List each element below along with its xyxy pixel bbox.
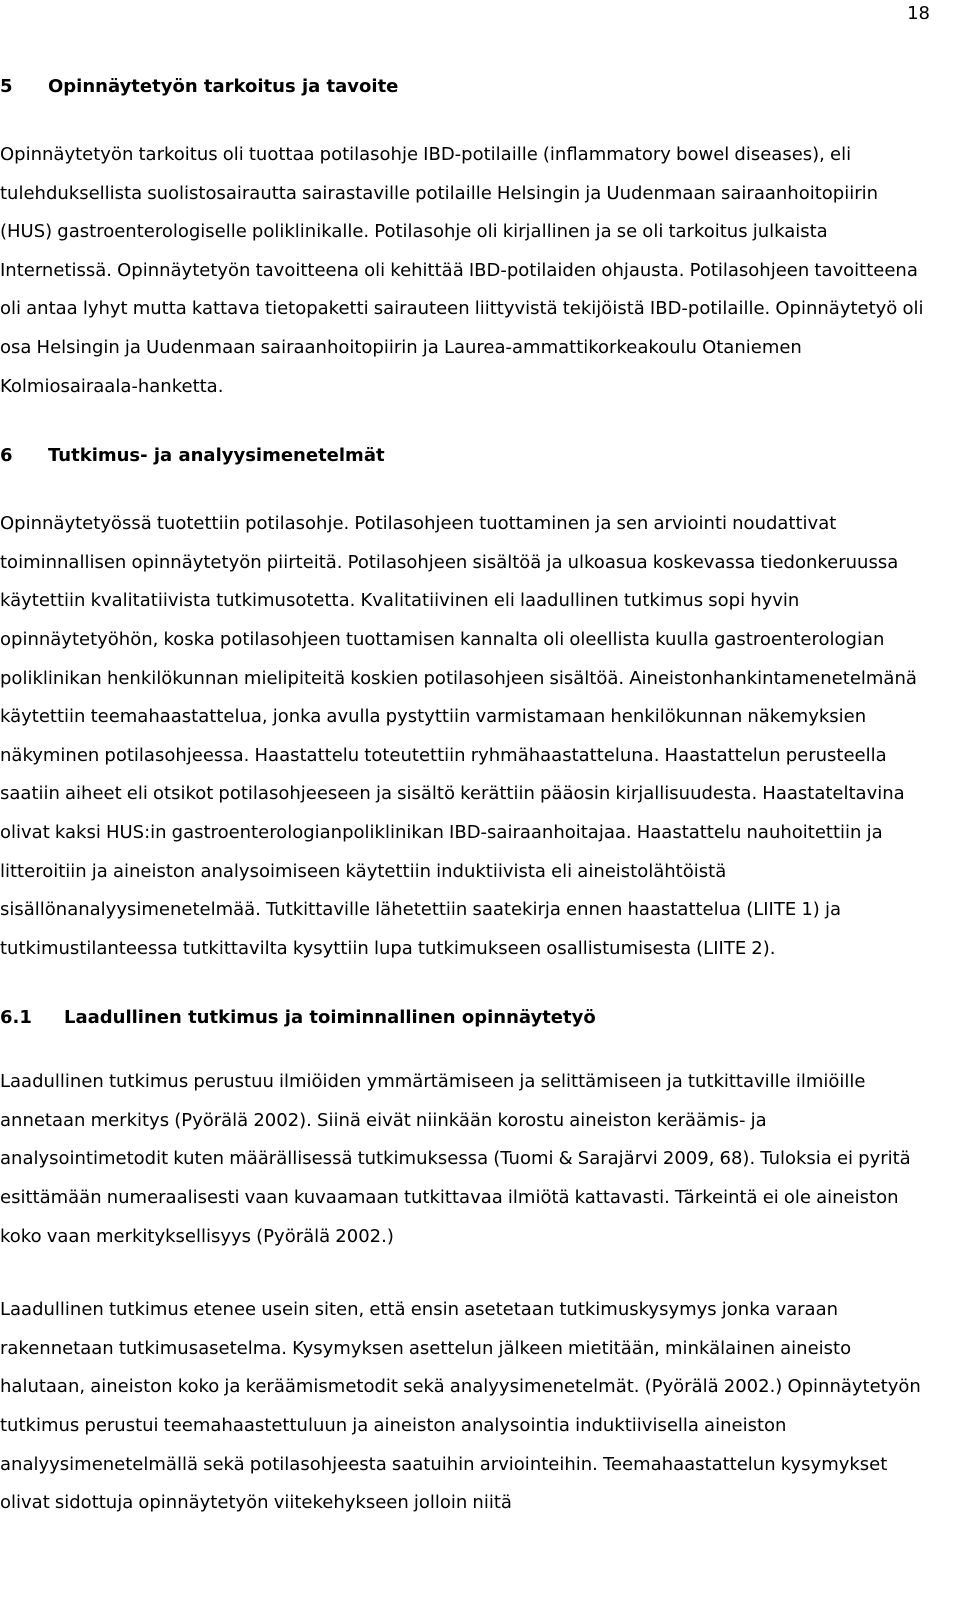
- section-title: Tutkimus- ja analyysimenetelmät: [48, 445, 385, 467]
- section-number: 6.1: [0, 1007, 32, 1029]
- paragraph: Opinnäytetyön tarkoitus oli tuottaa potilasohje IBD-potilaille (inflammatory bowel diseases), eli tulehduksellista suolistosairautta sairastaville potilaille Helsingin ja Uudenmaan sairaanhoitopiirin (HUS) gastroenterologiselle poliklinikalle. Potilasohje oli kirjallinen ja se oli tarkoitus julkaista Internetissä. Opinnäytetyön tavoitteena oli kehittää IBD-potilaiden ohjausta. Potilasohjeen tavoitteena oli antaa lyhyt mutta kattava tietopaketti sairauteen liittyvistä tekijöistä IBD-potilaille. Opinnäytetyö oli osa Helsingin ja Uudenmaan sairaanhoitopiirin ja Laurea-ammattikorkeakoulu Otaniemen Kolmiosairaala-hanketta.: [0, 144, 924, 397]
- subsection-heading-6-1: [0, 1003, 930, 1033]
- paragraph: Laadullinen tutkimus perustuu ilmiöiden ymmärtämiseen ja selittämiseen ja tutkittaville ilmiöille annetaan merkitys (Pyörälä 2002). Siinä eivät niinkään korostu aineiston keräämis- ja analysointimetodit kuten määrällisessä tutkimuksessa (Tuomi & Sarajärvi 2009, 68). Tuloksia ei pyritä esittämään numeraalisesti vaan kuvaamaan tutkittavaa ilmiötä kattavasti. Tärkeintä ei ole aineiston koko vaan merkityksellisyys (Pyörälä 2002.): [0, 1071, 911, 1247]
- page-number: 18: [907, 3, 930, 24]
- section-title: Opinnäytetyön tarkoitus ja tavoite: [48, 76, 399, 97]
- paragraph: Laadullinen tutkimus etenee usein siten, että ensin asetetaan tutkimuskysymys jonka varaan rakennetaan tutkimusasetelma. Kysymyksen asettelun jälkeen mietitään, minkälainen aineisto halutaan, aineiston koko ja keräämismetodit sekä analyysimenetelmät. (Pyörälä 2002.) Opinnäytetyön tutkimus perustui teemahaastettuluun ja aineiston analysointia induktiivisella aineiston analyysimenetelmällä sekä potilasohjeesta saatuihin arviointeihin. Teemahaastattelun kysymykset olivat sidottuja opinnäytetyön viitekehykseen jolloin niitä: [0, 1299, 921, 1514]
- section-number: 5: [0, 76, 13, 97]
- section-number: 6: [0, 445, 13, 467]
- section-title: Laadullinen tutkimus ja toiminnallinen opinnäytetyö: [64, 1007, 596, 1029]
- paragraph: Opinnäytetyössä tuotettiin potilasohje. Potilasohjeen tuottaminen ja sen arviointi noudattivat toiminnallisen opinnäytetyön piirteitä. Potilasohjeen sisältöä ja ulkoasua koskevassa tiedonkeruussa käytettiin kvalitatiivista tutkimusotetta. Kvalitatiivinen eli laadullinen tutkimus sopi hyvin opinnäytetyöhön, koska potilasohjeen tuottamisen kannalta oli oleellista kuulla gastroenterologian poliklinikan henkilökunnan mielipiteitä koskien potilasohjeen sisältöä. Aineistonhankintamenetelmänä käytettiin teemahaastattelua, jonka avulla pystyttiin varmistamaan henkilökunnan näkemyksien näkyminen potilasohjeessa. Haastattelu toteutettiin ryhmähaastatteluna. Haastattelun perusteella saatiin aiheet eli otsikot potilasohjeeseen ja sisältö kerättiin pääosin kirjallisuudesta. Haastateltavina olivat kaksi HUS:in gastroenterologianpoliklinikan IBD-sairaanhoitajaa. Haastattelu nauhoitettiin ja litteroitiin ja aineiston analysoimiseen käytettiin induktiivista eli aineistolähtöistä sisällönanalyysimenetelmää. Tutkittaville lähetettiin saatekirja ennen haastattelua (LIITE 1) ja tutkimustilanteessa tutkittavilta kysyttiin lupa tutkimukseen osallistumisesta (LIITE 2).: [0, 513, 917, 959]
- section-heading-5: [0, 72, 930, 102]
- section-heading-6: [0, 441, 930, 471]
- document-body: [0, 72, 930, 1523]
